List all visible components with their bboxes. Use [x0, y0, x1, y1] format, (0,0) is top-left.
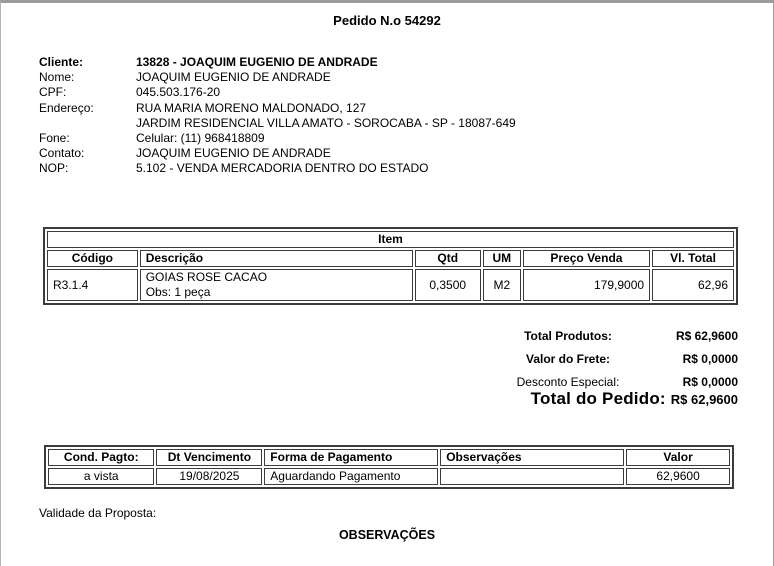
column-header-forma-pagamento: Forma de Pagamento	[264, 449, 438, 466]
client-info-row	[39, 131, 516, 146]
page-title: Pedido N.o 54292	[333, 13, 441, 28]
payment-table	[44, 445, 734, 489]
total-produtos-label: Total Produtos:	[524, 329, 612, 343]
totals-block	[504, 329, 738, 398]
client-info-row	[39, 116, 516, 131]
grand-total-label: Total do Pedido:	[530, 389, 666, 408]
field-value: 5.102 - VENDA MERCADORIA DENTRO DO ESTADO	[136, 161, 429, 176]
observacoes-section-header: OBSERVAÇÕES	[338, 528, 436, 542]
field-label: NOP:	[39, 161, 69, 176]
cell-um: M2	[483, 269, 521, 301]
field-value: JOAQUIM EUGENIO DE ANDRADE	[136, 146, 331, 161]
cell-vl-total: 62,96	[652, 269, 734, 301]
grand-total-line	[431, 389, 738, 409]
field-label: Endereço:	[39, 100, 94, 115]
field-value: RUA MARIA MORENO MALDONADO, 127	[136, 100, 367, 115]
field-label	[39, 116, 136, 131]
column-header-preco-venda: Preço Venda	[523, 250, 650, 267]
field-value: 045.503.176-20	[136, 85, 221, 100]
product-obs: Obs: 1 peça	[145, 285, 211, 299]
item-table-group-header-row	[47, 231, 734, 248]
cell-descricao	[140, 269, 413, 301]
column-header-codigo: Código	[47, 250, 138, 267]
table-row	[47, 269, 734, 301]
client-info-block	[39, 55, 516, 177]
payment-table-header-row	[48, 449, 730, 466]
client-info-row	[39, 161, 516, 176]
valor-frete-line	[504, 352, 738, 367]
grand-total-value: R$ 62,9600	[670, 392, 738, 407]
column-header-cond-pagto: Cond. Pagto:	[48, 449, 154, 466]
field-value: JOAQUIM EUGENIO DE ANDRADE	[136, 70, 331, 85]
item-table	[43, 227, 738, 305]
total-produtos-line	[504, 329, 738, 344]
field-label: Cliente:	[39, 55, 84, 69]
client-info-row	[39, 101, 516, 116]
cell-preco-venda: 179,9000	[523, 269, 650, 301]
column-header-dt-vencimento: Dt Vencimento	[156, 449, 262, 466]
field-label: Contato:	[39, 146, 85, 161]
table-row	[48, 468, 730, 485]
item-table-group-header: Item	[47, 231, 734, 248]
cell-valor: 62,9600	[626, 468, 730, 485]
desconto-especial-value: R$ 0,0000	[682, 375, 738, 389]
column-header-vl-total: Vl. Total	[652, 250, 734, 267]
client-info-row	[39, 55, 516, 70]
field-value: JARDIM RESIDENCIAL VILLA AMATO - SOROCABA - SP - 18087-649	[136, 115, 516, 130]
cell-qtd: 0,3500	[415, 269, 481, 301]
cell-codigo: R3.1.4	[47, 269, 138, 301]
field-label: Nome:	[39, 70, 75, 85]
field-value: Celular: (11) 968418809	[136, 131, 265, 146]
cell-dt-vencimento: 19/08/2025	[156, 468, 262, 485]
column-header-um: UM	[483, 250, 521, 267]
column-header-observacoes: Observações	[440, 449, 624, 466]
desconto-especial-line	[504, 375, 738, 390]
desconto-especial-label: Desconto Especial:	[516, 375, 620, 389]
item-table-header-row	[47, 250, 734, 267]
column-header-qtd: Qtd	[415, 250, 481, 267]
cell-observacoes	[440, 468, 624, 485]
field-value: 13828 - JOAQUIM EUGENIO DE ANDRADE	[136, 55, 378, 69]
field-label: Fone:	[39, 131, 70, 146]
product-name: GOIAS ROSE CACAO	[145, 270, 268, 284]
client-info-row	[39, 70, 516, 85]
valor-frete-label: Valor do Frete:	[525, 352, 611, 366]
client-info-row	[39, 146, 516, 161]
column-header-valor: Valor	[626, 449, 730, 466]
valor-frete-value: R$ 0,0000	[682, 352, 738, 366]
validade-proposta-label: Validade da Proposta:	[39, 506, 157, 520]
cell-cond-pagto: a vista	[48, 468, 154, 485]
cell-forma-pagamento: Aguardando Pagamento	[264, 468, 438, 485]
field-label: CPF:	[39, 85, 67, 100]
client-info-row	[39, 85, 516, 100]
column-header-descricao: Descrição	[140, 250, 413, 267]
total-produtos-value: R$ 62,9600	[675, 329, 738, 343]
